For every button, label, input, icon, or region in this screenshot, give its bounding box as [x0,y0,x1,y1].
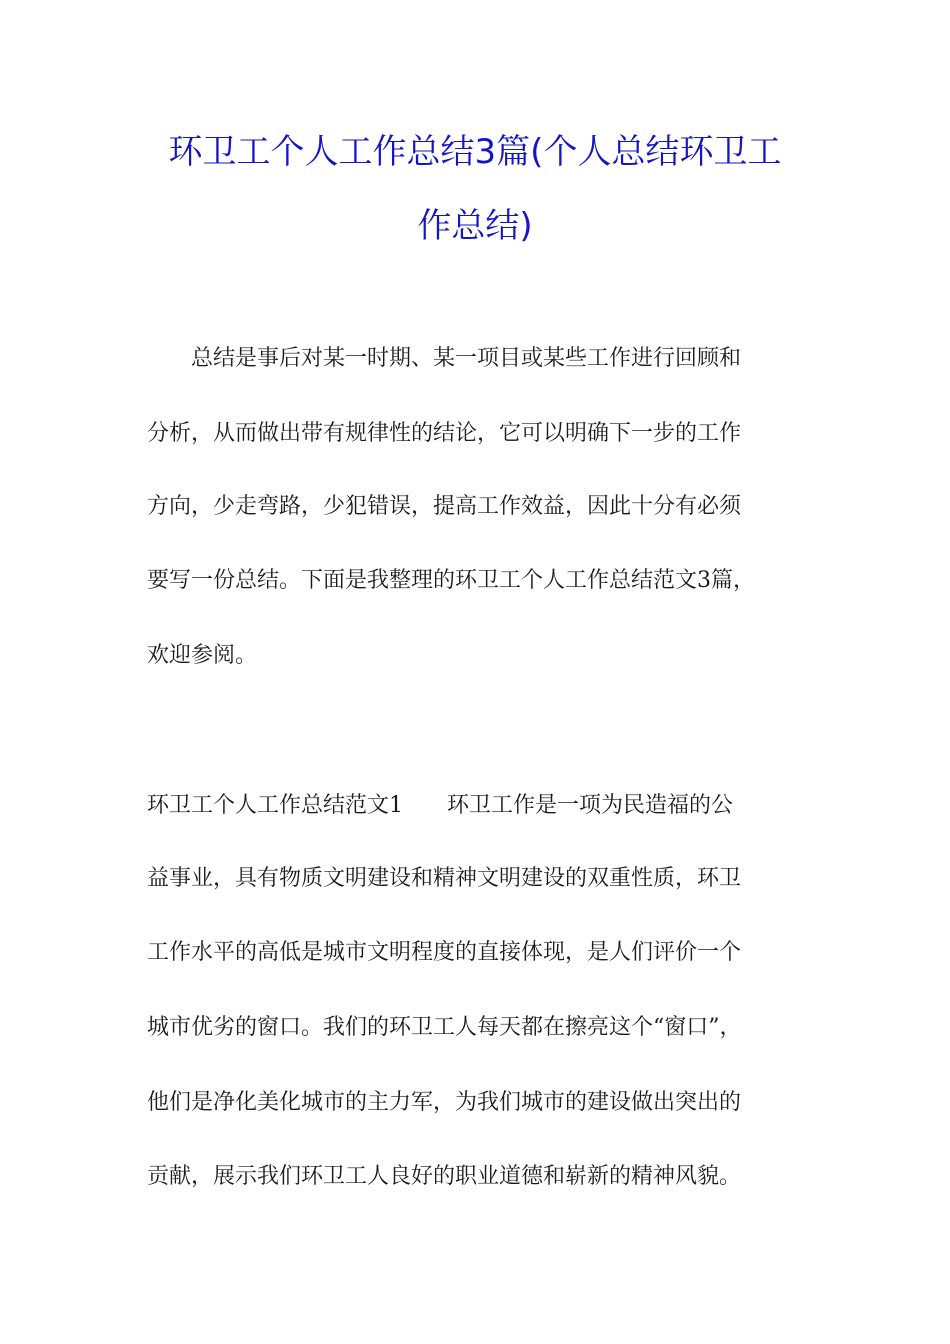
section-paragraph-line: 他们是净化美化城市的主力军，为我们城市的建设做出突出的 [147,1090,742,1115]
section-paragraph-line: 工作水平的高低是城市文明程度的直接体现，是人们评价一个 [147,940,742,965]
intro-paragraph-line: 欢迎参阅。 [147,643,258,668]
document-title-line-1: 环卫工个人工作总结3篇(个人总结环卫工 [168,132,782,172]
section-paragraph-line: 环卫工个人工作总结范文1 环卫工作是一项为民造福的公 [147,793,733,818]
intro-paragraph-line: 总结是事后对某一时期、某一项目或某些工作进行回顾和 [191,346,742,371]
section-paragraph-line: 益事业，具有物质文明建设和精神文明建设的双重性质，环卫 [147,866,742,891]
intro-paragraph-line: 方向，少走弯路，少犯错误，提高工作效益，因此十分有必须 [147,494,742,519]
section-paragraph-line: 城市优劣的窗口。我们的环卫工人每天都在擦亮这个“窗口”， [147,1015,742,1040]
document-title-line-2: 作总结) [417,206,533,246]
section-paragraph-line: 贡献，展示我们环卫工人良好的职业道德和崭新的精神风貌。 [147,1164,742,1189]
intro-paragraph-line: 要写一份总结。下面是我整理的环卫工个人工作总结范文3篇， [147,568,755,593]
intro-paragraph-line: 分析，从而做出带有规律性的结论，它可以明确下一步的工作 [147,421,742,446]
